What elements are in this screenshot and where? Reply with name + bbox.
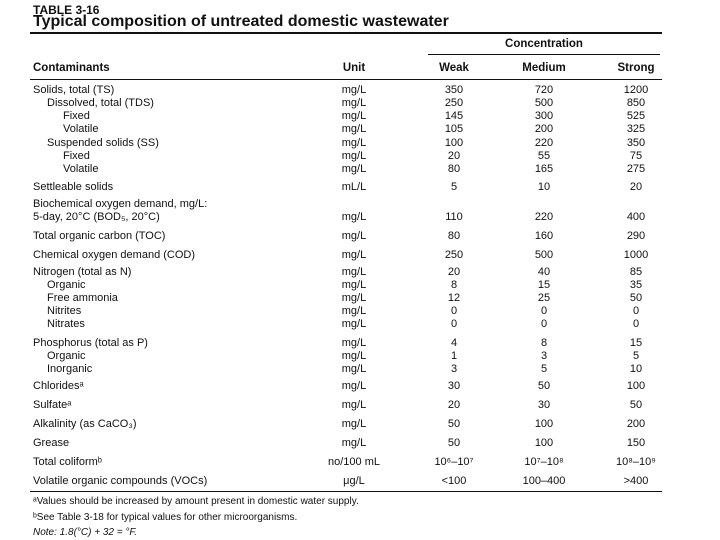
table-row xyxy=(0,363,720,376)
weak-value-cell: 50 xyxy=(447,437,461,449)
contaminant-cell: Total organic carbon (TOC) xyxy=(33,230,166,242)
unit-cell: mg/L xyxy=(341,230,367,242)
unit-cell: mg/L xyxy=(341,84,367,96)
medium-value-cell: 220 xyxy=(534,137,554,149)
weak-value-cell: 20 xyxy=(447,150,461,162)
medium-value-cell: 200 xyxy=(534,123,554,135)
contaminant-cell: Volatile organic compounds (VOCs) xyxy=(33,475,208,487)
strong-value-cell: 1200 xyxy=(623,84,649,96)
strong-value-cell: 20 xyxy=(629,181,643,193)
weak-value-cell: 12 xyxy=(447,292,461,304)
strong-value-cell: 150 xyxy=(626,437,646,449)
concentration-rule xyxy=(428,54,660,55)
contaminant-cell: Volatile xyxy=(63,123,99,135)
unit-cell: mg/L xyxy=(341,437,367,449)
strong-value-cell: 350 xyxy=(626,137,646,149)
strong-value-cell: 1000 xyxy=(623,249,649,261)
table-row xyxy=(0,137,720,150)
table-row xyxy=(0,230,720,243)
unit-cell: mg/L xyxy=(341,97,367,109)
medium-value-cell: 0 xyxy=(540,305,548,317)
unit-cell: mg/L xyxy=(341,211,367,223)
unit-cell: mg/L xyxy=(341,363,367,375)
contaminant-cell: Nitrites xyxy=(47,305,82,317)
contaminant-cell: Solids, total (TS) xyxy=(33,84,115,96)
table-row xyxy=(0,337,720,350)
unit-cell: mg/L xyxy=(341,137,367,149)
weak-value-cell: 20 xyxy=(447,399,461,411)
table-row xyxy=(0,163,720,176)
strong-value-cell: 200 xyxy=(626,418,646,430)
strong-value-cell: 50 xyxy=(629,399,643,411)
table-row xyxy=(0,292,720,305)
strong-value-cell: 10 xyxy=(629,363,643,375)
contaminant-cell: Sulfateᵃ xyxy=(33,399,72,411)
weak-value-cell: 4 xyxy=(450,337,458,349)
table-row xyxy=(0,150,720,163)
strong-value-cell: >400 xyxy=(623,475,649,487)
table-row xyxy=(0,84,720,97)
strong-value-cell: 15 xyxy=(629,337,643,349)
concentration-header: Concentration xyxy=(505,38,583,50)
weak-value-cell: 105 xyxy=(444,123,464,135)
contaminant-cell: Suspended solids (SS) xyxy=(47,137,159,149)
top-rule xyxy=(30,32,662,34)
strong-value-cell: 325 xyxy=(626,123,646,135)
strong-value-cell: 525 xyxy=(626,110,646,122)
column-header-medium: Medium xyxy=(522,62,566,74)
unit-cell: mg/L xyxy=(341,305,367,317)
contaminant-cell: Volatile xyxy=(63,163,99,175)
table-row xyxy=(0,181,720,194)
medium-value-cell: 165 xyxy=(534,163,554,175)
medium-value-cell: 30 xyxy=(537,399,551,411)
strong-value-cell: 10⁸–10⁹ xyxy=(616,456,656,468)
footnote-note: Note: 1.8(°C) + 32 = °F. xyxy=(33,527,137,538)
medium-value-cell: 500 xyxy=(534,97,554,109)
unit-cell: mg/L xyxy=(341,150,367,162)
table-row xyxy=(0,211,720,224)
table-row xyxy=(0,318,720,331)
medium-value-cell: 100 xyxy=(534,418,554,430)
weak-value-cell: 80 xyxy=(447,163,461,175)
unit-cell: no/100 mL xyxy=(328,456,380,468)
weak-value-cell: 0 xyxy=(450,305,458,317)
table-row xyxy=(0,266,720,279)
table-row xyxy=(0,475,720,488)
unit-cell: mg/L xyxy=(341,266,367,278)
medium-value-cell: 500 xyxy=(534,249,554,261)
table-row xyxy=(0,198,720,211)
unit-cell: μg/L xyxy=(343,475,365,487)
unit-cell: mg/L xyxy=(341,318,367,330)
column-header-unit: Unit xyxy=(342,62,366,74)
table-label: TABLE 3-16 xyxy=(33,3,100,17)
weak-value-cell: 110 xyxy=(445,211,463,223)
contaminant-cell: Dissolved, total (TDS) xyxy=(47,97,154,109)
strong-value-cell: 0 xyxy=(632,318,640,330)
medium-value-cell: 720 xyxy=(534,84,554,96)
bottom-rule xyxy=(30,491,662,492)
table-title: Typical composition of untreated domestic wastewater xyxy=(33,13,449,30)
weak-value-cell: 8 xyxy=(450,279,458,291)
table-row xyxy=(0,249,720,262)
medium-value-cell: 0 xyxy=(540,318,548,330)
strong-value-cell: 850 xyxy=(626,97,646,109)
unit-cell: mg/L xyxy=(341,249,367,261)
weak-value-cell: 250 xyxy=(444,249,464,261)
medium-value-cell: 220 xyxy=(534,211,554,223)
strong-value-cell: 100 xyxy=(626,380,646,392)
unit-cell: mg/L xyxy=(341,110,367,122)
contaminant-cell: Free ammonia xyxy=(47,292,118,304)
unit-cell: mg/L xyxy=(341,380,367,392)
medium-value-cell: 50 xyxy=(537,380,551,392)
contaminant-cell: Nitrogen (total as N) xyxy=(33,266,132,278)
table-row xyxy=(0,350,720,363)
contaminant-cell: Organic xyxy=(47,350,86,362)
unit-cell: mg/L xyxy=(341,399,367,411)
strong-value-cell: 35 xyxy=(629,279,643,291)
weak-value-cell: 10⁶–10⁷ xyxy=(434,456,474,468)
footnote-a: ᵃValues should be increased by amount present in domestic water supply. xyxy=(33,496,359,507)
table-row xyxy=(0,380,720,393)
contaminant-cell: Chloridesᵃ xyxy=(33,380,84,392)
medium-value-cell: 3 xyxy=(540,350,548,362)
table-row xyxy=(0,123,720,136)
column-header-contaminants: Contaminants xyxy=(33,62,110,74)
unit-cell: mg/L xyxy=(341,292,367,304)
contaminant-cell: Settleable solids xyxy=(33,181,114,193)
contaminant-cell: Fixed xyxy=(63,150,90,162)
contaminant-cell: Nitrates xyxy=(47,318,85,330)
unit-cell: mg/L xyxy=(341,337,367,349)
contaminant-cell: Phosphorus (total as P) xyxy=(33,337,148,349)
weak-value-cell: 0 xyxy=(450,318,458,330)
unit-cell: mg/L xyxy=(341,350,367,362)
medium-value-cell: 5 xyxy=(540,363,548,375)
medium-value-cell: 100–400 xyxy=(522,475,566,487)
strong-value-cell: 0 xyxy=(632,305,640,317)
weak-value-cell: 30 xyxy=(447,380,461,392)
contaminant-cell: Inorganic xyxy=(47,363,93,375)
header-rule xyxy=(30,79,662,80)
contaminant-cell: 5-day, 20°C (BOD₅, 20°C) xyxy=(33,211,160,223)
medium-value-cell: 100 xyxy=(534,437,554,449)
contaminant-cell: Alkalinity (as CaCO₃) xyxy=(33,418,137,430)
strong-value-cell: 275 xyxy=(626,163,646,175)
medium-value-cell: 160 xyxy=(534,230,554,242)
table-row xyxy=(0,97,720,110)
unit-cell: mg/L xyxy=(341,418,367,430)
weak-value-cell: 3 xyxy=(450,363,458,375)
column-header-strong: Strong xyxy=(617,62,655,74)
medium-value-cell: 15 xyxy=(537,279,551,291)
strong-value-cell: 50 xyxy=(629,292,643,304)
weak-value-cell: 50 xyxy=(447,418,461,430)
strong-value-cell: 5 xyxy=(632,350,640,362)
table-row xyxy=(0,399,720,412)
medium-value-cell: 25 xyxy=(537,292,551,304)
table-row xyxy=(0,305,720,318)
medium-value-cell: 10 xyxy=(537,181,551,193)
medium-value-cell: 55 xyxy=(537,150,551,162)
table-row xyxy=(0,418,720,431)
contaminant-cell: Total coliformᵇ xyxy=(33,456,102,468)
unit-cell: mg/L xyxy=(341,163,367,175)
medium-value-cell: 40 xyxy=(537,266,551,278)
medium-value-cell: 10⁷–10⁸ xyxy=(524,456,564,468)
strong-value-cell: 290 xyxy=(626,230,646,242)
table-row xyxy=(0,110,720,123)
table-row xyxy=(0,437,720,450)
strong-value-cell: 75 xyxy=(629,150,643,162)
strong-value-cell: 85 xyxy=(629,266,643,278)
unit-cell: mg/L xyxy=(341,279,367,291)
table-row xyxy=(0,456,720,469)
contaminant-cell: Grease xyxy=(33,437,70,449)
weak-value-cell: 1 xyxy=(450,350,458,362)
weak-value-cell: 350 xyxy=(444,84,464,96)
weak-value-cell: 100 xyxy=(444,137,464,149)
unit-cell: mL/L xyxy=(341,181,367,193)
footnote-b: ᵇSee Table 3-18 for typical values for other microorganisms. xyxy=(33,512,298,523)
table-row xyxy=(0,279,720,292)
contaminant-cell: Chemical oxygen demand (COD) xyxy=(33,249,196,261)
weak-value-cell: <100 xyxy=(441,475,467,487)
contaminant-cell: Biochemical oxygen demand, mg/L: xyxy=(33,198,208,210)
unit-cell: mg/L xyxy=(341,123,367,135)
column-header-weak: Weak xyxy=(439,62,469,74)
strong-value-cell: 400 xyxy=(626,211,646,223)
weak-value-cell: 20 xyxy=(447,266,461,278)
weak-value-cell: 5 xyxy=(450,181,458,193)
weak-value-cell: 145 xyxy=(444,110,464,122)
weak-value-cell: 250 xyxy=(444,97,464,109)
contaminant-cell: Fixed xyxy=(63,110,90,122)
medium-value-cell: 300 xyxy=(534,110,554,122)
weak-value-cell: 80 xyxy=(447,230,461,242)
medium-value-cell: 8 xyxy=(540,337,548,349)
contaminant-cell: Organic xyxy=(47,279,86,291)
